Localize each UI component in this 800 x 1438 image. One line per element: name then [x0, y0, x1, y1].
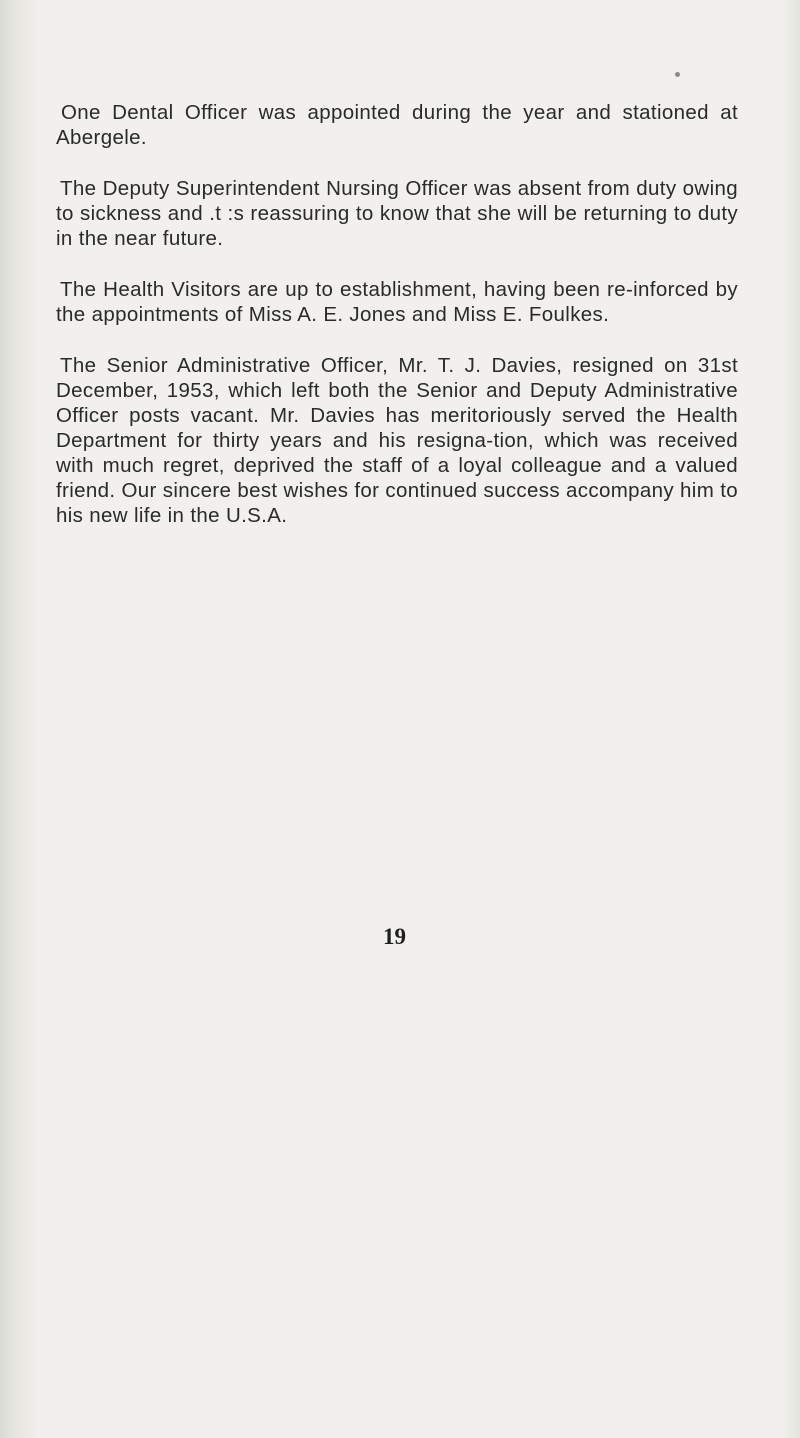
- paragraph-dental-officer: One Dental Officer was appointed during the year and stationed at Abergele.: [56, 101, 738, 149]
- paragraph-senior-administrative-officer: The Senior Administrative Officer, Mr. T. J. Davies, resigned on 31st December, 1953, which left both the Senior and Deputy Administrative Officer posts vacant. Mr. Davies has meritoriously served the Health Department for thirty years and his resigna-tion, which was received with much regret, deprived the staff of a loyal colleague and a valued friend. Our sincere best wishes for continued success accompany him to his new life in the U.S.A.: [56, 354, 738, 527]
- page-number: 19: [383, 924, 406, 949]
- paragraph-health-visitors: The Health Visitors are up to establishment, having been re-inforced by the appointments of Miss A. E. Jones and Miss E. Foulkes.: [56, 278, 738, 326]
- speck-mark: [675, 72, 680, 77]
- body-text: [56, 100, 738, 554]
- page-left-edge-shadow: [0, 0, 38, 1438]
- page-right-edge-shadow: [782, 0, 800, 1438]
- paragraph-deputy-superintendent: The Deputy Superintendent Nursing Officer was absent from duty owing to sickness and .t :s reassuring to know that she will be returning to duty in the near future.: [56, 177, 738, 250]
